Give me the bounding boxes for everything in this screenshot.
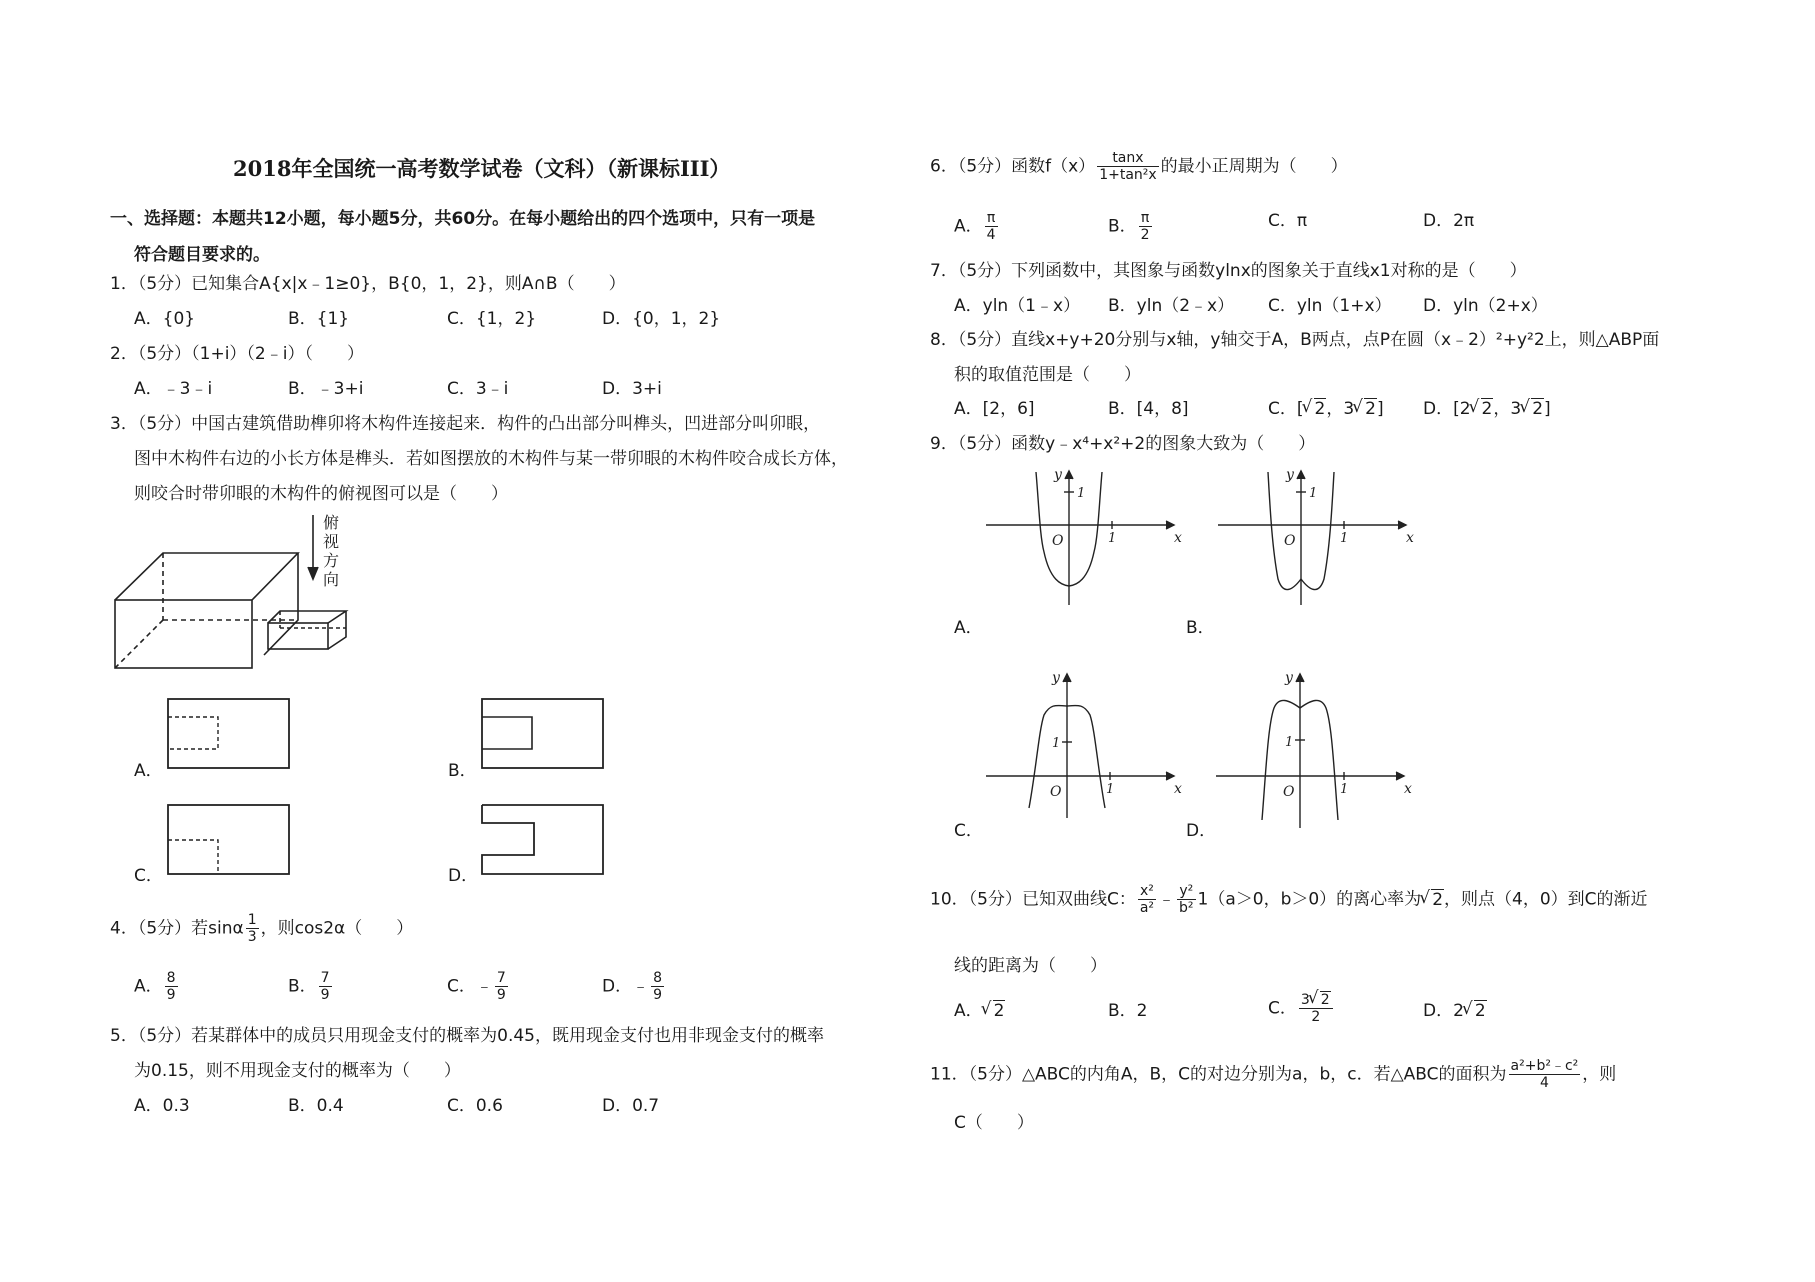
- option-text: ，3: [1493, 399, 1522, 419]
- question-3-option-d: D．: [448, 866, 479, 886]
- question-3-option-d-figure: [480, 803, 606, 877]
- fraction: [165, 970, 178, 1003]
- fraction-denominator: 1+tan²x: [1099, 167, 1157, 183]
- origin-label: O: [1052, 533, 1064, 549]
- origin-label: O: [1283, 784, 1295, 800]
- question-9-option-c: C．: [954, 821, 983, 841]
- radicand: 2: [1481, 399, 1493, 419]
- question-5-option-b: B．0.4: [288, 1096, 344, 1116]
- question-4-option-c: [447, 970, 510, 1003]
- option-label: C．﹣: [447, 976, 493, 997]
- question-4-option-a: [134, 970, 180, 1003]
- question-6-option-b: [1108, 210, 1154, 243]
- fraction: [1139, 210, 1152, 243]
- tick-label-x-one: 1: [1340, 782, 1349, 797]
- question-3-option-c-figure: [166, 803, 292, 877]
- question-6-option-d: D．2π: [1423, 211, 1475, 231]
- question-2-option-d: D．3+i: [602, 379, 662, 399]
- origin-label: O: [1284, 533, 1296, 549]
- question-9-graph-b: [1216, 467, 1416, 607]
- tick-label-y-one: 1: [1077, 486, 1086, 501]
- fraction-numerator: π: [985, 210, 998, 227]
- question-10-option-c: [1268, 992, 1335, 1025]
- option-text: ]: [1544, 399, 1551, 419]
- radicand: 2: [1320, 992, 1330, 1008]
- fraction-denominator: 4: [1539, 1075, 1549, 1091]
- fraction-denominator: 3: [247, 929, 257, 945]
- fraction-numerator: a²+b²﹣c²: [1510, 1058, 1579, 1074]
- fraction: [1299, 992, 1333, 1025]
- question-8-line2: 积的取值范围是（ ）: [954, 365, 1141, 385]
- question-7-option-b: B．yln（2﹣x）: [1108, 296, 1235, 316]
- question-5-option-d: D．0.7: [602, 1096, 660, 1116]
- question-10-line2: 线的距离为（ ）: [954, 956, 1107, 976]
- question-5-option-a: A．0.3: [134, 1096, 190, 1116]
- axis-x-label: x: [1174, 781, 1182, 797]
- fraction-area: [1509, 1058, 1581, 1091]
- fraction: [495, 970, 508, 1003]
- fraction-numerator: [1299, 992, 1333, 1009]
- option-label: D．2: [1423, 1001, 1464, 1021]
- question-3-option-c: C．: [134, 866, 163, 886]
- fraction-numerator: 8: [653, 970, 663, 986]
- question-9-graph-a: [984, 467, 1184, 607]
- radicand: 2: [1314, 399, 1326, 419]
- radicand: 2: [1474, 1001, 1486, 1021]
- option-label: C．[: [1268, 399, 1304, 419]
- question-9-graph-d: [1214, 670, 1414, 830]
- option-label: A．: [954, 216, 983, 237]
- question-5-line1: 5．（5分）若某群体中的成员只用现金支付的概率为0.45，既用现金支付也用非现金支付的概率: [110, 1026, 824, 1046]
- question-9-graph-c: [984, 670, 1184, 820]
- question-5-option-c: C．0.6: [447, 1096, 503, 1116]
- question-2-option-b: B．﹣3+i: [288, 379, 364, 399]
- fraction-numerator: 7: [320, 970, 330, 986]
- fraction: [319, 970, 332, 1003]
- question-6-stem-pre: 6．（5分）函数f（x）: [930, 156, 1096, 177]
- question-3-option-b-figure: [480, 697, 606, 771]
- sqrt: [983, 1000, 1006, 1022]
- question-10-option-b: B．2: [1108, 1001, 1148, 1021]
- question-3-line1: 3．（5分）中国古建筑借助榫卯将木构件连接起来．构件的凸出部分叫榫头，凹进部分叫卯眼，: [110, 414, 821, 434]
- fraction-denominator: b²: [1179, 900, 1194, 916]
- question-3-line2: 图中木构件右边的小长方体是榫头．若如图摆放的木构件与某一带卯眼的木构件咬合成长方体，: [134, 449, 848, 469]
- view-direction-char: 向: [323, 570, 340, 589]
- question-11-stem-pre: 11．（5分）△ABC的内角A，B，C的对边分别为a，b，c．若△ABC的面积为: [930, 1064, 1507, 1085]
- question-2-option-a: A．﹣3﹣i: [134, 379, 213, 399]
- question-6-option-c: C．π: [1268, 211, 1308, 231]
- axis-y-label: y: [1052, 670, 1060, 686]
- sqrt: [1471, 398, 1494, 420]
- question-9-stem: 9．（5分）函数y﹣x⁴+x²+2的图象大致为（ ）: [930, 434, 1316, 454]
- tick-label-x-one: 1: [1108, 531, 1117, 546]
- option-label: A．: [954, 1001, 983, 1021]
- page-title: 2018年全国统一高考数学试卷（文科）（新课标III）: [233, 156, 731, 181]
- fraction-numerator: 8: [166, 970, 176, 986]
- tick-label-y-one: 1: [1052, 736, 1061, 751]
- fraction-denominator: 9: [653, 987, 663, 1003]
- sqrt: [1354, 398, 1377, 420]
- question-4-option-d: [602, 970, 666, 1003]
- question-5-line2: 为0.15，则不用现金支付的概率为（ ）: [134, 1061, 461, 1081]
- fraction-denominator: 2: [1140, 227, 1150, 243]
- tick-label-x-one: 1: [1106, 782, 1115, 797]
- axis-x-label: x: [1404, 781, 1412, 797]
- coefficient: 3: [1300, 992, 1310, 1008]
- fraction-denominator: 9: [320, 987, 330, 1003]
- minus-sign: ﹣: [1158, 889, 1176, 910]
- option-label: A．: [134, 976, 163, 997]
- section-header-line1: 一、选择题：本题共12小题，每小题5分，共60分。在每小题给出的四个选项中，只有一项是: [110, 209, 816, 229]
- radicand: 2: [1365, 399, 1376, 419]
- origin-label: O: [1050, 784, 1062, 800]
- fraction: [651, 970, 664, 1003]
- fraction-numerator: x²: [1138, 883, 1156, 900]
- question-1-stem: 1．（5分）已知集合A{x|x﹣1≥0}，B{0，1，2}，则A∩B（ ）: [110, 274, 626, 294]
- fraction-denominator: 4: [986, 227, 996, 243]
- question-8-option-a: A．[2，6]: [954, 399, 1035, 419]
- question-11-stem-post: ，则: [1582, 1064, 1617, 1085]
- question-1-option-b: B．{1}: [288, 309, 350, 329]
- axis-y-label: y: [1286, 467, 1294, 483]
- question-4-stem: [110, 912, 413, 945]
- tick-label-x-one: 1: [1340, 531, 1349, 546]
- fraction-denominator: 9: [166, 987, 176, 1003]
- question-4-option-b: [288, 970, 334, 1003]
- view-direction-label: [323, 513, 343, 589]
- option-label: C．: [1268, 998, 1297, 1019]
- view-direction-char: 视: [323, 532, 340, 551]
- question-4-stem-post: ，则cos2α（ ）: [260, 918, 414, 939]
- fraction-x2-a2: [1138, 883, 1156, 916]
- sqrt: [1310, 992, 1331, 1008]
- question-11-line2: C（ ）: [954, 1113, 1034, 1133]
- radicand: 2: [1432, 889, 1444, 910]
- question-10-stem-mid: 1（a＞0，b＞0）的离心率为: [1197, 889, 1422, 910]
- fraction-numerator: π: [1139, 210, 1152, 227]
- fraction-tan-ratio: [1097, 150, 1158, 183]
- fraction-denominator: 9: [496, 987, 506, 1003]
- question-3-option-a: A．: [134, 761, 163, 781]
- fraction-denominator: 2: [1311, 1009, 1321, 1025]
- question-10-option-d: [1423, 1000, 1487, 1022]
- question-3-line3: 则咬合时带卯眼的木构件的俯视图可以是（ ）: [134, 484, 508, 504]
- question-6-stem: [930, 150, 1348, 183]
- fraction-denominator: a²: [1139, 900, 1155, 916]
- question-3-wood-piece-figure: [108, 515, 388, 675]
- view-direction-char: 方: [323, 551, 340, 570]
- fraction-numerator: 1: [247, 912, 257, 928]
- option-label: B．: [288, 976, 317, 997]
- question-4-stem-pre: 4．（5分）若sinα: [110, 918, 244, 939]
- question-6-stem-post: 的最小正周期为（ ）: [1160, 156, 1348, 177]
- fraction-y2-b2: [1177, 883, 1196, 916]
- option-label: D．﹣: [602, 976, 650, 997]
- option-text: ]: [1377, 399, 1384, 419]
- question-7-option-d: D．yln（2+x）: [1423, 296, 1548, 316]
- sqrt: [1304, 398, 1327, 420]
- question-6-option-a: [954, 210, 1000, 243]
- fraction-numerator: tanx: [1097, 150, 1158, 167]
- sqrt: [1521, 398, 1544, 420]
- fraction-numerator: y²: [1177, 883, 1196, 900]
- question-9-option-d: D．: [1186, 821, 1217, 841]
- question-10-stem-post: ，则点（4，0）到C的渐近: [1444, 889, 1648, 910]
- question-1-option-c: C．{1，2}: [447, 309, 537, 329]
- axis-x-label: x: [1406, 530, 1414, 546]
- option-text: ，3: [1326, 399, 1355, 419]
- sqrt: [1421, 889, 1444, 911]
- option-label: B．: [1108, 216, 1137, 237]
- question-8-option-c: [1268, 398, 1384, 420]
- view-direction-char: 俯: [323, 513, 340, 532]
- question-10-stem-pre: 10．（5分）已知双曲线C：: [930, 889, 1136, 910]
- question-2-option-c: C．3﹣i: [447, 379, 509, 399]
- question-9-option-a: A．: [954, 618, 983, 638]
- question-2-stem: 2．（5分）（1+i）（2﹣i）（ ）: [110, 344, 364, 364]
- option-label: D．[2: [1423, 399, 1471, 419]
- tick-label-y-one: 1: [1285, 735, 1294, 750]
- question-11-stem: [930, 1058, 1616, 1091]
- question-8-option-b: B．[4，8]: [1108, 399, 1189, 419]
- question-10-stem: [930, 883, 1648, 916]
- question-8-option-d: [1423, 398, 1551, 420]
- question-1-option-d: D．{0，1，2}: [602, 309, 721, 329]
- question-1-option-a: A．{0}: [134, 309, 196, 329]
- section-header-line2: 符合题目要求的。: [134, 245, 270, 265]
- question-10-option-a: [954, 1000, 1005, 1022]
- question-3-option-a-figure: [166, 697, 292, 771]
- fraction-one-third: [246, 912, 259, 945]
- axis-y-label: y: [1285, 670, 1293, 686]
- radicand: 2: [993, 1001, 1005, 1021]
- question-8-line1: 8．（5分）直线x+y+20分别与x轴，y轴交于A，B两点，点P在圆（x﹣2）²+y²2上，则△ABP面: [930, 330, 1660, 350]
- question-7-stem: 7．（5分）下列函数中，其图象与函数ylnx的图象关于直线x1对称的是（ ）: [930, 261, 1527, 281]
- axis-y-label: y: [1054, 467, 1062, 483]
- tick-label-y-one: 1: [1309, 486, 1318, 501]
- radicand: 2: [1532, 399, 1544, 419]
- question-7-option-a: A．yln（1﹣x）: [954, 296, 1081, 316]
- question-9-option-b: B．: [1186, 618, 1215, 638]
- fraction: [985, 210, 998, 243]
- question-7-option-c: C．yln（1+x）: [1268, 296, 1392, 316]
- sqrt: [1464, 1000, 1487, 1022]
- axis-x-label: x: [1174, 530, 1182, 546]
- question-3-option-b: B．: [448, 761, 477, 781]
- fraction-numerator: 7: [496, 970, 506, 986]
